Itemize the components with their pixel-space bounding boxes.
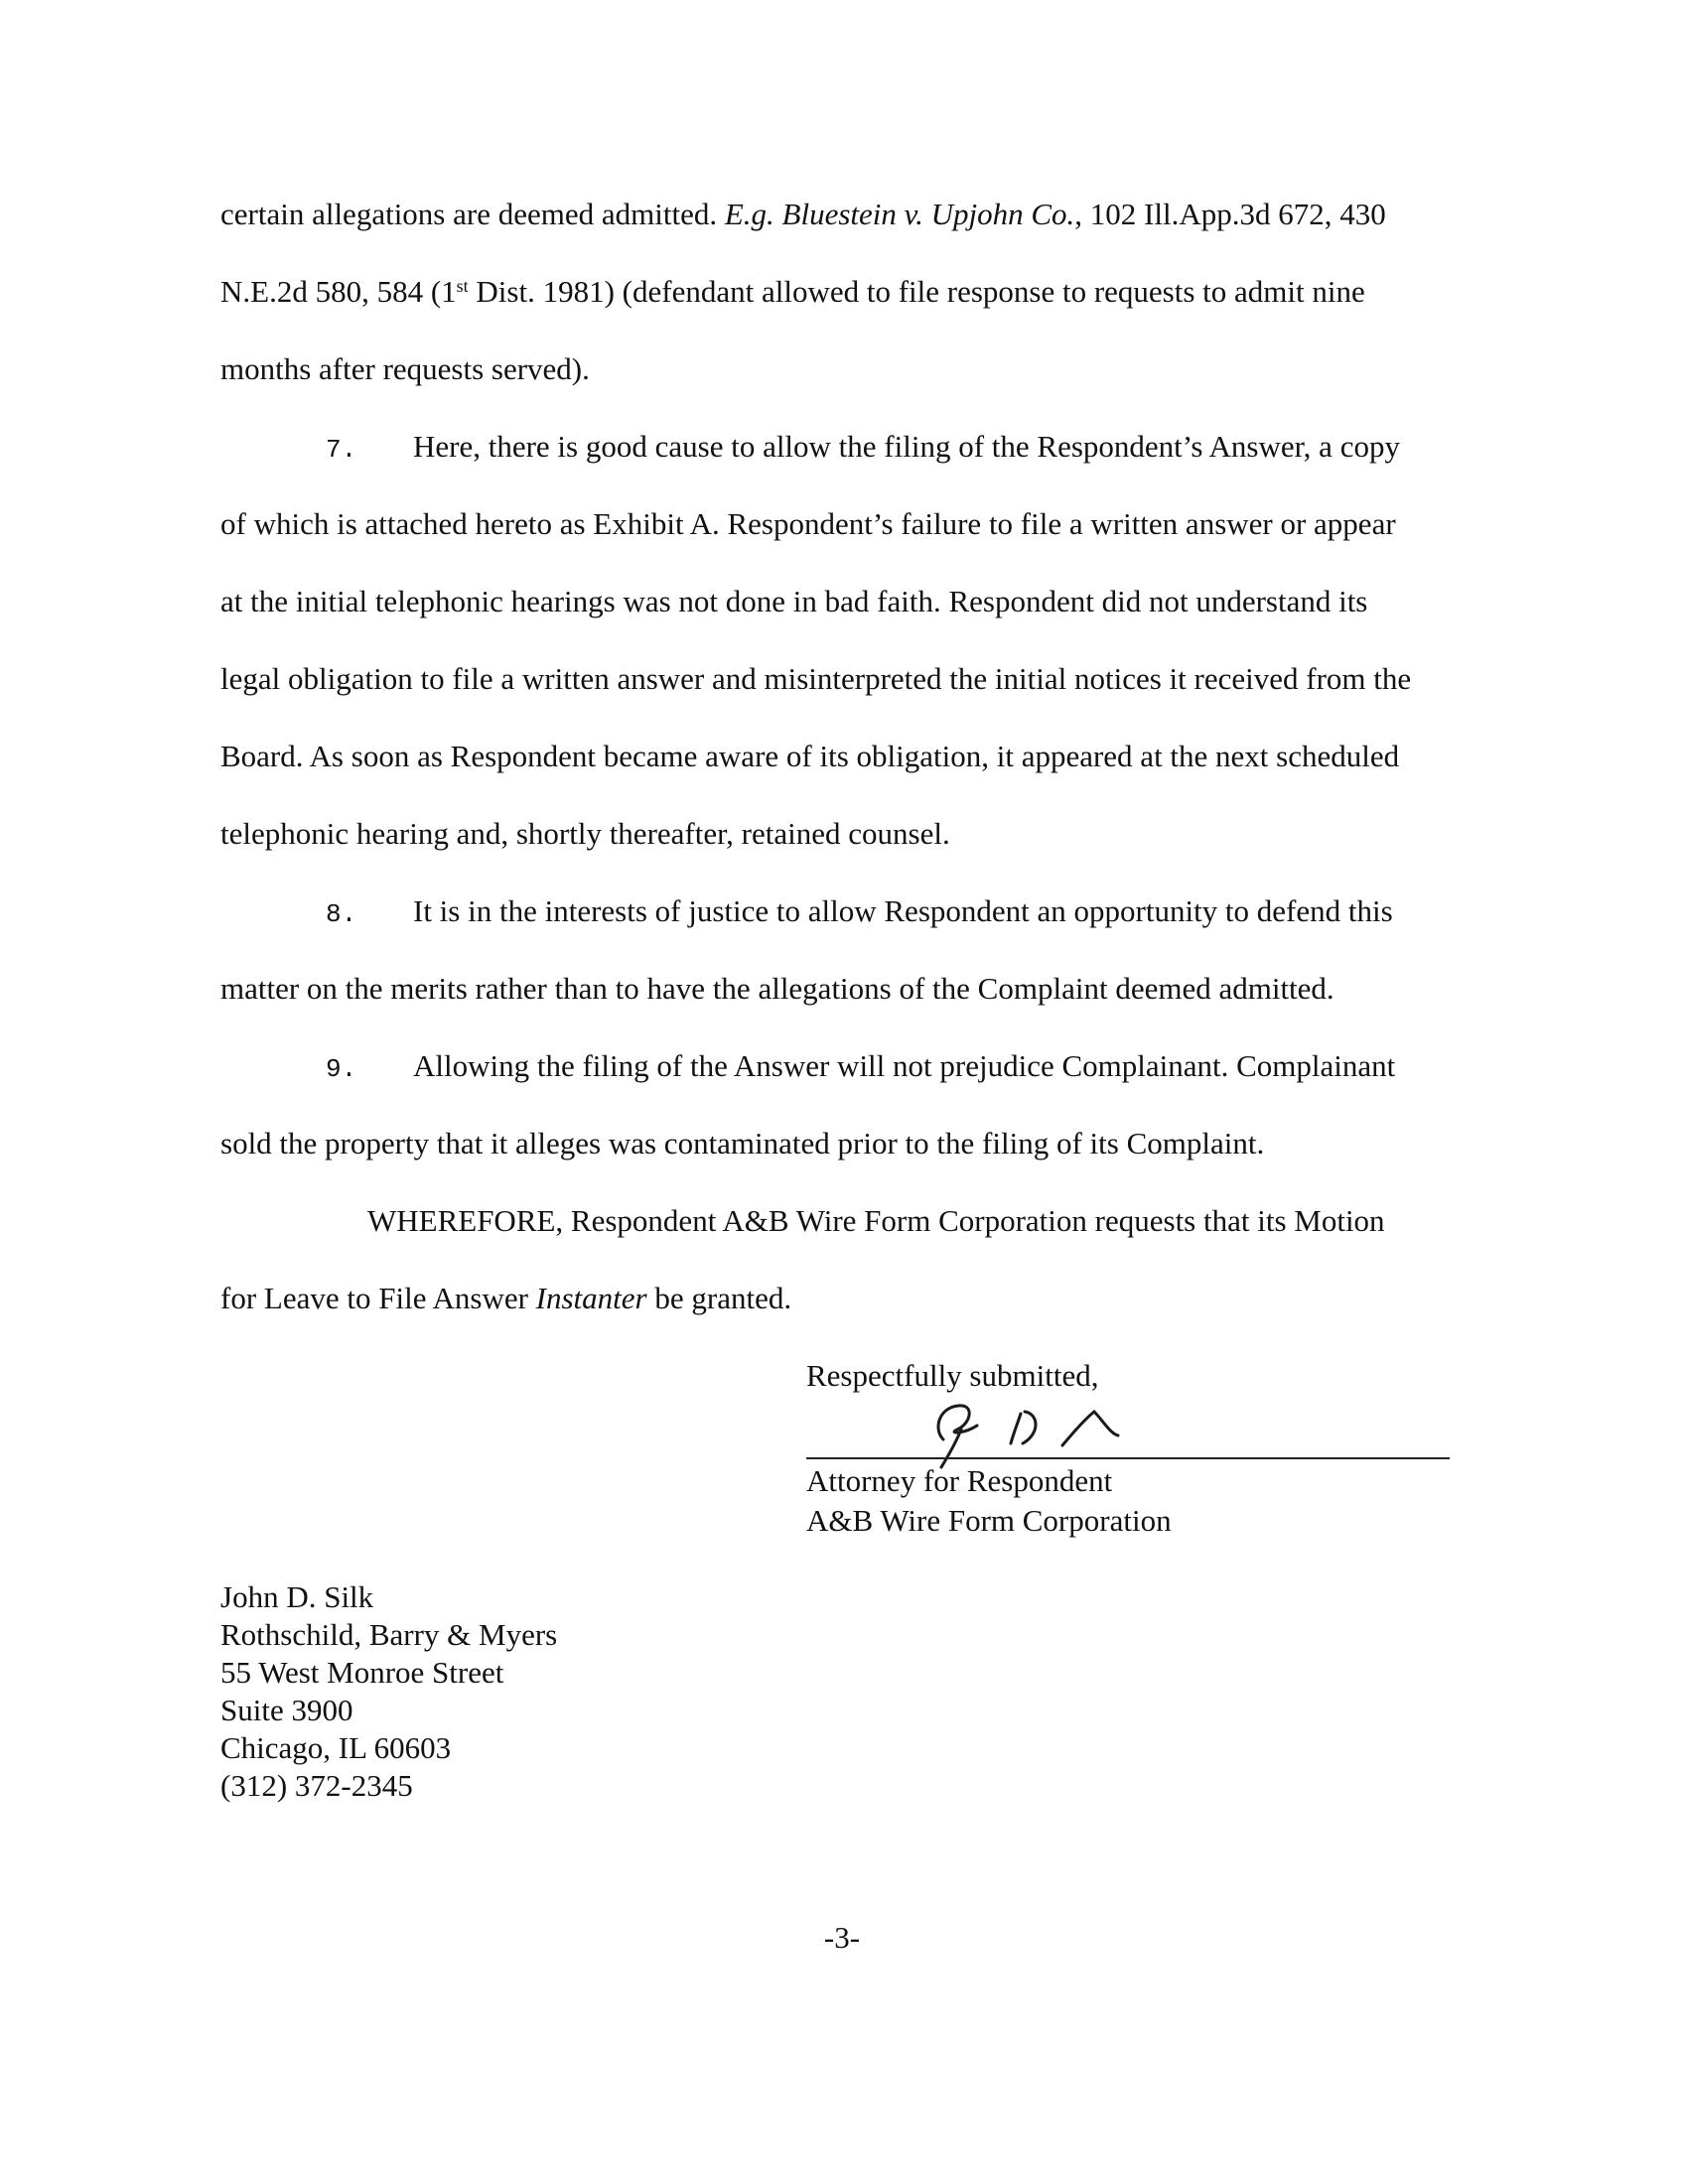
city-state-zip: Chicago, IL 60603 (220, 1730, 452, 1765)
paragraph-6-line-3: months after requests served). (220, 351, 590, 386)
wherefore-line-1: WHEREFORE, Respondent A&B Wire Form Corporation requests that its Motion (367, 1203, 1385, 1238)
paragraph-6-line-2 (220, 272, 1365, 312)
paragraph-number: 9. (326, 1054, 357, 1084)
signature-line (806, 1457, 1450, 1459)
italic-term: Instanter (535, 1281, 647, 1315)
paragraph-9-line-2: sold the property that it alleges was contaminated prior to the filing of its Complaint. (220, 1126, 1265, 1160)
text-run: N.E.2d 580, 584 (1 (220, 274, 457, 309)
signatory-client: A&B Wire Form Corporation (806, 1503, 1172, 1538)
text-run: be granted. (646, 1281, 792, 1315)
paragraph-7-line-6: telephonic hearing and, shortly thereafter, retained counsel. (220, 816, 950, 851)
citation-signal: E.g. (724, 197, 774, 231)
text-run: It is in the interests of justice to allow Respondent an opportunity to defend this (413, 893, 1393, 928)
paragraph-7-line-3: at the initial telephonic hearings was not done in bad faith. Respondent did not understand its (220, 584, 1368, 618)
paragraph-8-line-1 (326, 891, 1393, 934)
page-number: -3- (823, 1920, 861, 1955)
phone-number: (312) 372-2345 (220, 1768, 413, 1803)
paragraph-7-line-1 (326, 427, 1400, 470)
text-run: for Leave to File Answer (220, 1281, 536, 1315)
paragraph-number: 7. (326, 435, 357, 465)
case-name: Bluestein v. Upjohn Co. (781, 197, 1075, 231)
ordinal-superscript: st (456, 276, 469, 296)
text-run: certain allegations are deemed admitted. (220, 197, 725, 231)
text-run: Allowing the filing of the Answer will not prejudice Complainant. Complainant (413, 1048, 1396, 1083)
wherefore-line-2 (220, 1279, 791, 1318)
paragraph-8-line-2: matter on the merits rather than to have the allegations of the Complaint deemed admitted. (220, 971, 1334, 1006)
text-run: Dist. 1981) (defendant allowed to file response to requests to admit nine (468, 274, 1365, 309)
closing: Respectfully submitted, (806, 1358, 1099, 1393)
text-run: , 102 Ill.App.3d 672, 430 (1074, 197, 1386, 231)
paragraph-7-line-2: of which is attached hereto as Exhibit A. Respondent’s failure to file a written answer or appear (220, 506, 1396, 541)
paragraph-7-line-5: Board. As soon as Respondent became aware of its obligation, it appeared at the next scheduled (220, 739, 1400, 773)
paragraph-7-line-4: legal obligation to file a written answer and misinterpreted the initial notices it received from the (220, 661, 1412, 696)
street-address: 55 West Monroe Street (220, 1655, 504, 1690)
suite: Suite 3900 (220, 1693, 353, 1727)
attorney-name: John D. Silk (220, 1579, 374, 1614)
paragraph-6-line-1 (220, 195, 1386, 234)
law-firm: Rothschild, Barry & Myers (220, 1617, 558, 1652)
text-run: Here, there is good cause to allow the filing of the Respondent’s Answer, a copy (413, 429, 1400, 464)
paragraph-9-line-1 (326, 1046, 1395, 1089)
paragraph-number: 8. (326, 899, 357, 929)
signatory-role: Attorney for Respondent (806, 1463, 1113, 1498)
